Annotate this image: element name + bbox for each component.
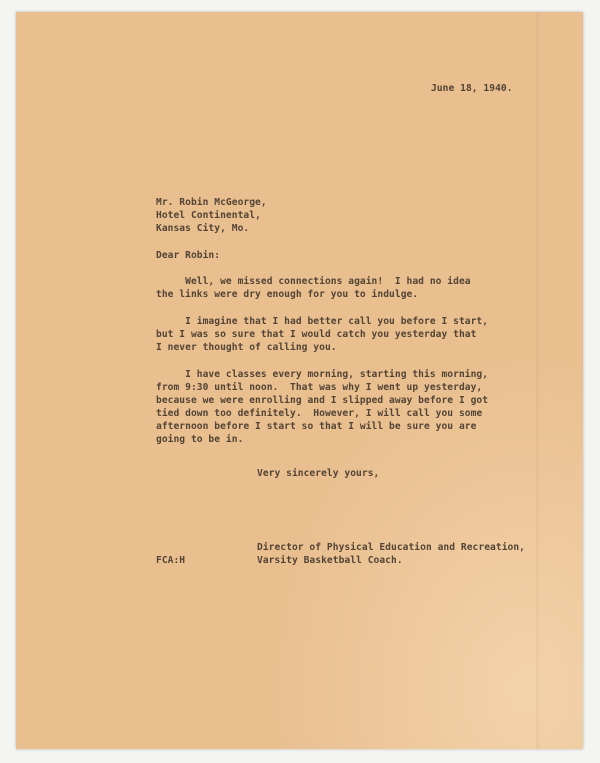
paragraph-2-line-1: I imagine that I had better call you before I start, — [156, 316, 489, 327]
letter-date: June 18, 1940. — [431, 83, 513, 94]
recipient-name: Mr. Robin McGeorge, — [156, 197, 267, 208]
recipient-city: Kansas City, Mo. — [156, 223, 250, 234]
paragraph-1-line-2: the links were dry enough for you to indulge. — [156, 289, 419, 300]
paragraph-3-line-3: because we were enrolling and I slipped away before I got — [156, 395, 489, 406]
paragraph-3-line-6: going to be in. — [156, 434, 244, 445]
paragraph-3-line-5: afternoon before I start so that I will be sure you are — [156, 421, 477, 432]
signature-title-line-2: Varsity Basketball Coach. — [257, 555, 403, 566]
paragraph-3-line-4: tied down too definitely. However, I will call you some — [156, 408, 483, 419]
paragraph-3-line-2: from 9:30 until noon. That was why I went up yesterday, — [156, 382, 483, 393]
letter-page — [16, 12, 583, 749]
paragraph-3-line-1: I have classes every morning, starting this morning, — [156, 369, 489, 380]
signature-title-line-1: Director of Physical Education and Recreation, — [257, 542, 525, 553]
closing: Very sincerely yours, — [257, 468, 380, 479]
paragraph-1-line-1: Well, we missed connections again! I had no idea — [156, 276, 471, 287]
salutation: Dear Robin: — [156, 250, 221, 261]
paragraph-2-line-3: I never thought of calling you. — [156, 342, 337, 353]
paragraph-2-line-2: but I was so sure that I would catch you yesterday that — [156, 329, 477, 340]
initials: FCA:H — [156, 555, 186, 566]
recipient-hotel: Hotel Continental, — [156, 210, 261, 221]
